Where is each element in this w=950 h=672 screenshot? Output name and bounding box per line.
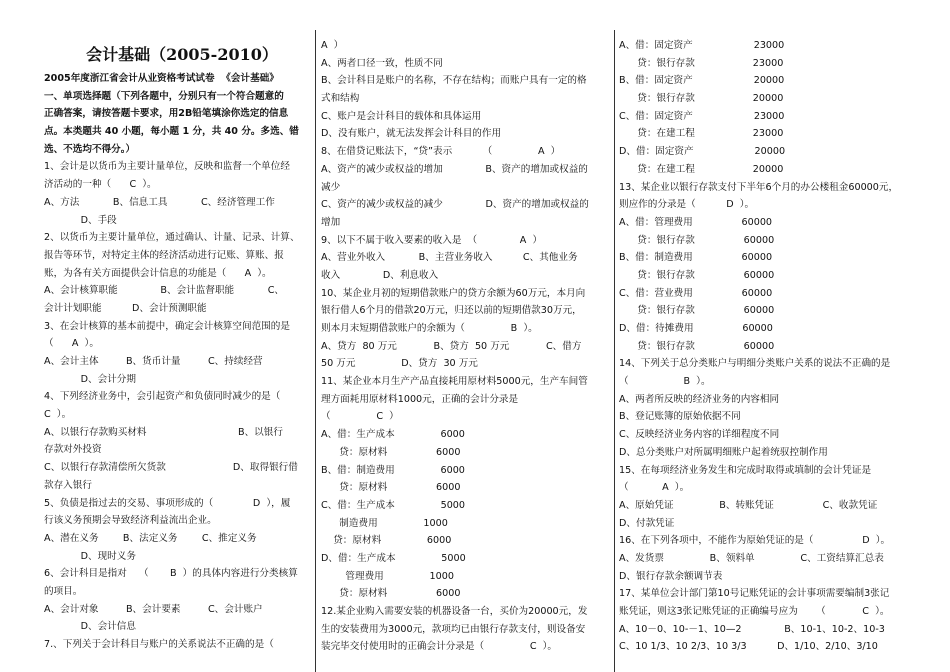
- text-line: 济活动的一种（ C ）。: [44, 179, 157, 191]
- text-line: A、会计对象 B、会计要素 C、会计账户: [44, 603, 263, 615]
- text-line: 13、某企业以银行存款支付下半年6个月的办公楼租金60000元，: [619, 181, 899, 193]
- text-line: D、手段: [44, 214, 117, 226]
- text-line: A、借：生产成本 6000: [321, 429, 465, 441]
- text-line: D、借：生产成本 5000: [321, 552, 466, 564]
- text-line: 则本月末短期借款账户的余额为（ B ）。: [321, 323, 538, 334]
- column-3: [619, 0, 914, 672]
- text-line: 2005年度浙江省会计从业资格考试试卷 《会计基础》: [44, 73, 279, 84]
- text-line: 管理费用 1000: [321, 570, 454, 582]
- text-line: B、登记账簿的原始依据不同: [619, 411, 741, 423]
- text-line: A、原始凭证 B、转账凭证 C、收款凭证: [619, 499, 878, 511]
- text-line: 减少: [321, 181, 341, 193]
- text-line: D、总分类账户对所属明细账户起着统驭控制作用: [619, 446, 828, 458]
- text-line: D、现时义务: [44, 550, 136, 562]
- text-line: 贷：原材料 6000: [321, 482, 461, 494]
- text-line: 点。本类题共 40 小题，每小题 1 分，共 40 分。多选、错: [44, 126, 299, 138]
- text-line: C、借：营业费用 60000: [619, 287, 773, 299]
- column-1: [44, 0, 310, 672]
- column-2: [321, 0, 608, 672]
- text-line: A、会计核算职能 B、会计监督职能 C、: [44, 285, 284, 297]
- text-line: 6、会计科目是指对 （ B ）的具体内容进行分类核算: [44, 568, 298, 580]
- text-line: A、发货票 B、领料单 C、工资结算汇总表: [619, 552, 884, 564]
- text-line: 10、某企业月初的短期借款账户的贷方余额为60万元，本月向: [321, 287, 586, 299]
- text-line: 款存入银行: [44, 479, 92, 491]
- text-line: 一、单项选择题（下列各题中，分别只有一个符合题意的: [44, 90, 284, 102]
- text-line: C、借：固定资产 23000: [619, 110, 785, 122]
- text-line: C、10 1/3、10 2/3、10 3/3 D、1/10、2/10、3/10: [619, 641, 878, 653]
- text-line: 3、在会计核算的基本前提中，确定会计核算空间范围的是: [44, 320, 290, 332]
- text-line: 2、以货币为主要计量单位，通过确认、计量、记录、计算、: [44, 232, 300, 244]
- text-line: D、会计分期: [44, 373, 136, 385]
- text-line: 贷：银行存款 60000: [619, 340, 775, 352]
- text-line: 贷：原材料 6000: [321, 535, 452, 547]
- text-line: D、会计信息: [44, 621, 136, 633]
- text-line: 17、某单位会计部门第10号记账凭证的会计事项需要编制3张记: [619, 588, 890, 600]
- text-line: A、潜在义务 B、法定义务 C、推定义务: [44, 532, 257, 544]
- text-line: 50 万元 D、贷方 30 万元: [321, 358, 478, 370]
- text-line: 则应作的分录是（ D ）。: [619, 199, 755, 211]
- text-line: 会计计划职能 D、会计预测职能: [44, 302, 207, 314]
- text-line: 贷：在建工程 20000: [619, 163, 784, 175]
- text-line: 的项目。: [44, 585, 83, 597]
- text-line: 4、下列经济业务中，会引起资产和负债同时减少的是（: [44, 391, 281, 403]
- text-line: A、借：固定资产 23000: [619, 40, 785, 51]
- text-line: 行该义务预期会导致经济利益流出企业。: [44, 515, 217, 527]
- text-line: 账凭证，则这3张记账凭证的正确编号应为 （ C ）。: [619, 606, 890, 617]
- text-line: B、借：制造费用 60000: [619, 252, 773, 264]
- text-line: 9、以下不属于收入要素的收入是 （ A ）: [321, 234, 543, 246]
- text-line: 1、会计是以货币为主要计量单位，反映和监督一个单位经: [44, 161, 290, 173]
- text-line: （ C ）: [321, 411, 399, 423]
- text-line: C、资产的减少或权益的减少 D、资产的增加或权益的: [321, 199, 589, 211]
- text-line: A、贷方 80 万元 B、贷方 50 万元 C、借方: [321, 340, 582, 352]
- text-line: 12.某企业购入需要安装的机器设备一台，买价为20000元，发: [321, 606, 588, 617]
- text-line: （ A ）。: [44, 338, 99, 350]
- text-line: 贷：银行存款 60000: [619, 234, 775, 246]
- text-line: D、借：固定资产 20000: [619, 146, 786, 158]
- text-line: 15、在每项经济业务发生和完成时取得或填制的会计凭证是: [619, 464, 872, 476]
- text-line: D、没有账户，就无法发挥会计科目的作用: [321, 128, 502, 140]
- text-line: A、营业外收入 B、主营业务收入 C、其他业务: [321, 252, 578, 264]
- text-line: C、账户是会计科目的载体和具体运用: [321, 110, 482, 122]
- text-line: A、以银行存款购买材料 B、以银行: [44, 426, 283, 438]
- text-line: B、会计科目是账户的名称，不存在结构；而账户具有一定的格: [321, 75, 587, 87]
- text-line: D、借：待摊费用 60000: [619, 323, 773, 334]
- text-line: 贷：银行存款 23000: [619, 57, 784, 69]
- text-line: 装完毕交付使用时的正确会计分录是（ C ）。: [321, 641, 558, 653]
- text-line: C、反映经济业务内容的详细程度不同: [619, 429, 780, 441]
- text-line: 增加: [321, 216, 341, 228]
- text-line: 7.、下列关于会计科目与账户的关系说法不正确的是（: [44, 639, 274, 650]
- text-line: B、借：固定资产 20000: [619, 75, 785, 87]
- text-line: 贷：银行存款 60000: [619, 269, 775, 281]
- text-line: 11、某企业本月生产产品直接耗用原材料5000元，生产车间管: [321, 376, 588, 388]
- text-line: （ A ）。: [619, 482, 690, 494]
- text-line: 14、下列关于总分类账户与明细分类账户关系的说法不正确的是: [619, 358, 891, 370]
- text-line: 贷：原材料 6000: [321, 588, 461, 600]
- text-line: 贷：在建工程 23000: [619, 128, 784, 140]
- text-line: A、方法 B、信息工具 C、经济管理工作: [44, 196, 275, 208]
- text-line: 制造费用 1000: [321, 517, 448, 529]
- text-line: A、10－0、10-－1、10—2 B、10-1、10-2、10-3: [619, 623, 885, 635]
- text-line: A、借：管理费用 60000: [619, 216, 773, 228]
- text-line: A、两者口径一致，性质不同: [321, 57, 443, 69]
- text-line: 贷：原材料 6000: [321, 446, 461, 458]
- text-line: 账，为各有关方面提供会计信息的功能是（ A ）。: [44, 267, 272, 279]
- text-line: C、借：生产成本 5000: [321, 499, 466, 511]
- page-title: 会计基础（2005-2010）: [86, 45, 278, 64]
- text-line: 生的安装费用为3000元，款项均已由银行存款支付，则设备安: [321, 623, 586, 635]
- column-2-text: [321, 37, 608, 656]
- text-line: 式和结构: [321, 93, 360, 105]
- text-line: D、付款凭证: [619, 517, 675, 529]
- text-line: B、借：制造费用 6000: [321, 464, 465, 476]
- text-line: 报告等环节，对特定主体的经济活动进行记账、算账、报: [44, 249, 284, 261]
- text-line: C ）。: [44, 409, 72, 421]
- text-line: C、以银行存款清偿所欠货款 D、取得银行借: [44, 462, 298, 474]
- text-line: A、资产的减少或权益的增加 B、资产的增加或权益的: [321, 163, 588, 175]
- text-line: 16、在下列各项中，不能作为原始凭证的是（ D ）。: [619, 535, 891, 547]
- text-line: 贷：银行存款 20000: [619, 93, 784, 105]
- text-line: A、两者所反映的经济业务的内容相同: [619, 393, 780, 405]
- column-divider: [315, 30, 316, 672]
- text-line: 存款对外投资: [44, 444, 102, 456]
- text-line: A、会计主体 B、货币计量 C、持续经营: [44, 356, 263, 367]
- text-line: 收入 D、利息收入: [321, 269, 439, 281]
- text-line: 选、不选均不得分。）: [44, 143, 136, 155]
- text-line: D、银行存款余额调节表: [619, 570, 723, 582]
- column-divider: [614, 30, 615, 672]
- column-3-text: [619, 37, 914, 656]
- text-line: 理方面耗用原材料1000元，正确的会计分录是: [321, 393, 519, 405]
- text-line: A ）: [321, 40, 344, 51]
- text-line: 正确答案，请按答题卡要求，用2B铅笔填涂你选定的信息: [44, 108, 289, 120]
- text-line: （ B ）。: [619, 376, 711, 388]
- text-line: 贷：银行存款 60000: [619, 305, 775, 317]
- text-line: 银行借人6个月的借款20万元，归还以前的短期借款30万元，: [321, 305, 582, 317]
- text-line: 5、负债是指过去的交易、事项形成的（ D ），履: [44, 497, 291, 509]
- column-1-text: [44, 70, 310, 654]
- text-line: 8、在借贷记账法下，“贷”表示 （ A ）: [321, 146, 561, 158]
